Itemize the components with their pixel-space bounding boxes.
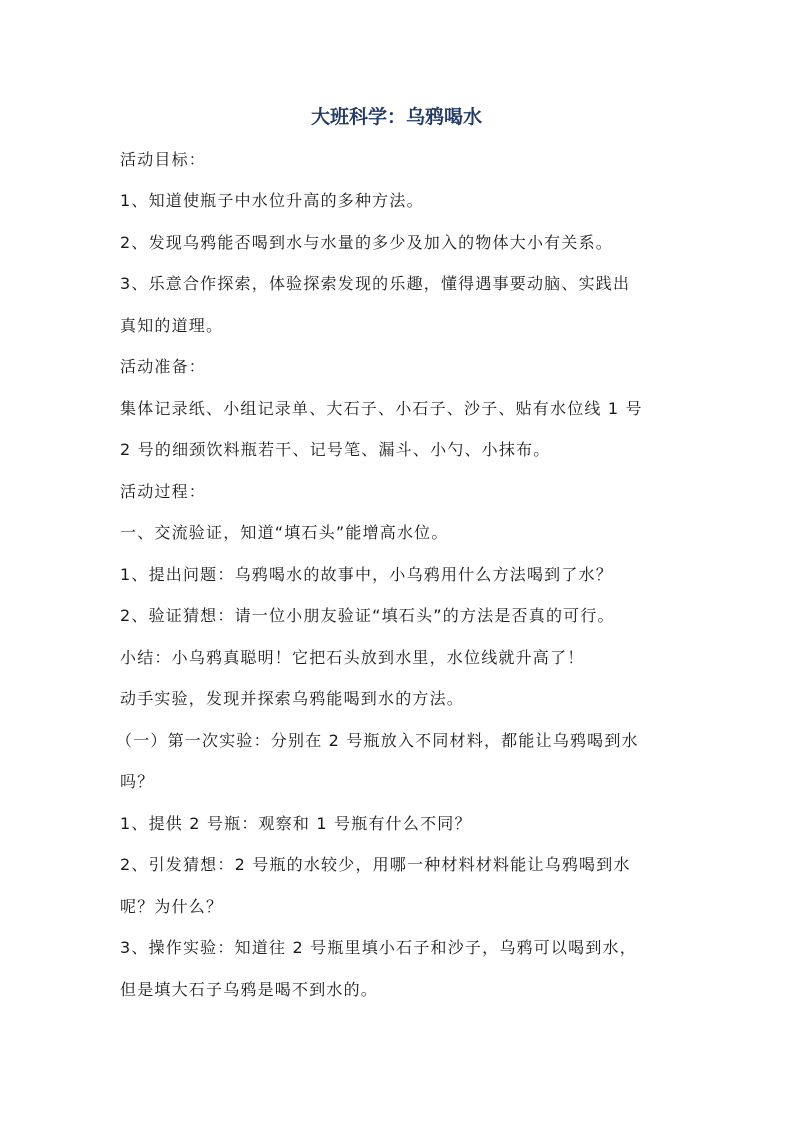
paragraph-line: 一、交流验证，知道“填石头”能增高水位。 — [120, 523, 449, 542]
paragraph-line: 2、发现乌鸦能否喝到水与水量的多少及加入的物体大小有关系。 — [120, 233, 613, 252]
paragraph-line: 集体记录纸、小组记录单、大石子、小石子、沙子、贴有水位线 1 号 — [120, 399, 643, 418]
paragraph-line: 3、乐意合作探索，体验探索发现的乐趣，懂得遇事要动脑、实践出 — [120, 274, 631, 293]
paragraph-line: 1、提出问题：乌鸦喝水的故事中，小乌鸦用什么方法喝到了水？ — [120, 565, 613, 584]
section-heading-process: 活动过程： — [120, 482, 207, 501]
paragraph-line: 呢？为什么？ — [120, 897, 224, 916]
paragraph-line: （一）第一次实验：分别在 2 号瓶放入不同材料，都能让乌鸦喝到水 — [116, 731, 639, 750]
paragraph-line: 动手实验，发现并探索乌鸦能喝到水的方法。 — [120, 689, 465, 708]
paragraph-line: 2、引发猜想：2 号瓶的水较少，用哪一种材料材料能让乌鸦喝到水 — [120, 855, 631, 874]
paragraph-line: 真知的道理。 — [120, 316, 224, 335]
paragraph-line: 小结：小乌鸦真聪明！它把石头放到水里，水位线就升高了！ — [120, 648, 585, 667]
paragraph-line: 1、提供 2 号瓶：观察和 1 号瓶有什么不同？ — [120, 814, 472, 833]
paragraph-line: 2、验证猜想：请一位小朋友验证“填石头”的方法是否真的可行。 — [120, 606, 615, 625]
paragraph-line: 2 号的细颈饮料瓶若干、记号笔、漏斗、小勺、小抹布。 — [120, 440, 551, 459]
paragraph-line: 但是填大石子乌鸦是喝不到水的。 — [120, 980, 379, 999]
document-title: 大班科学：乌鸦喝水 — [310, 106, 482, 128]
paragraph-line: 1、知道使瓶子中水位升高的多种方法。 — [120, 191, 424, 210]
paragraph-line: 吗？ — [120, 772, 155, 791]
section-heading-preparation: 活动准备： — [120, 357, 207, 376]
section-heading-goals: 活动目标： — [120, 150, 207, 169]
paragraph-line: 3、操作实验：知道往 2 号瓶里填小石子和沙子，乌鸦可以喝到水， — [120, 938, 637, 957]
